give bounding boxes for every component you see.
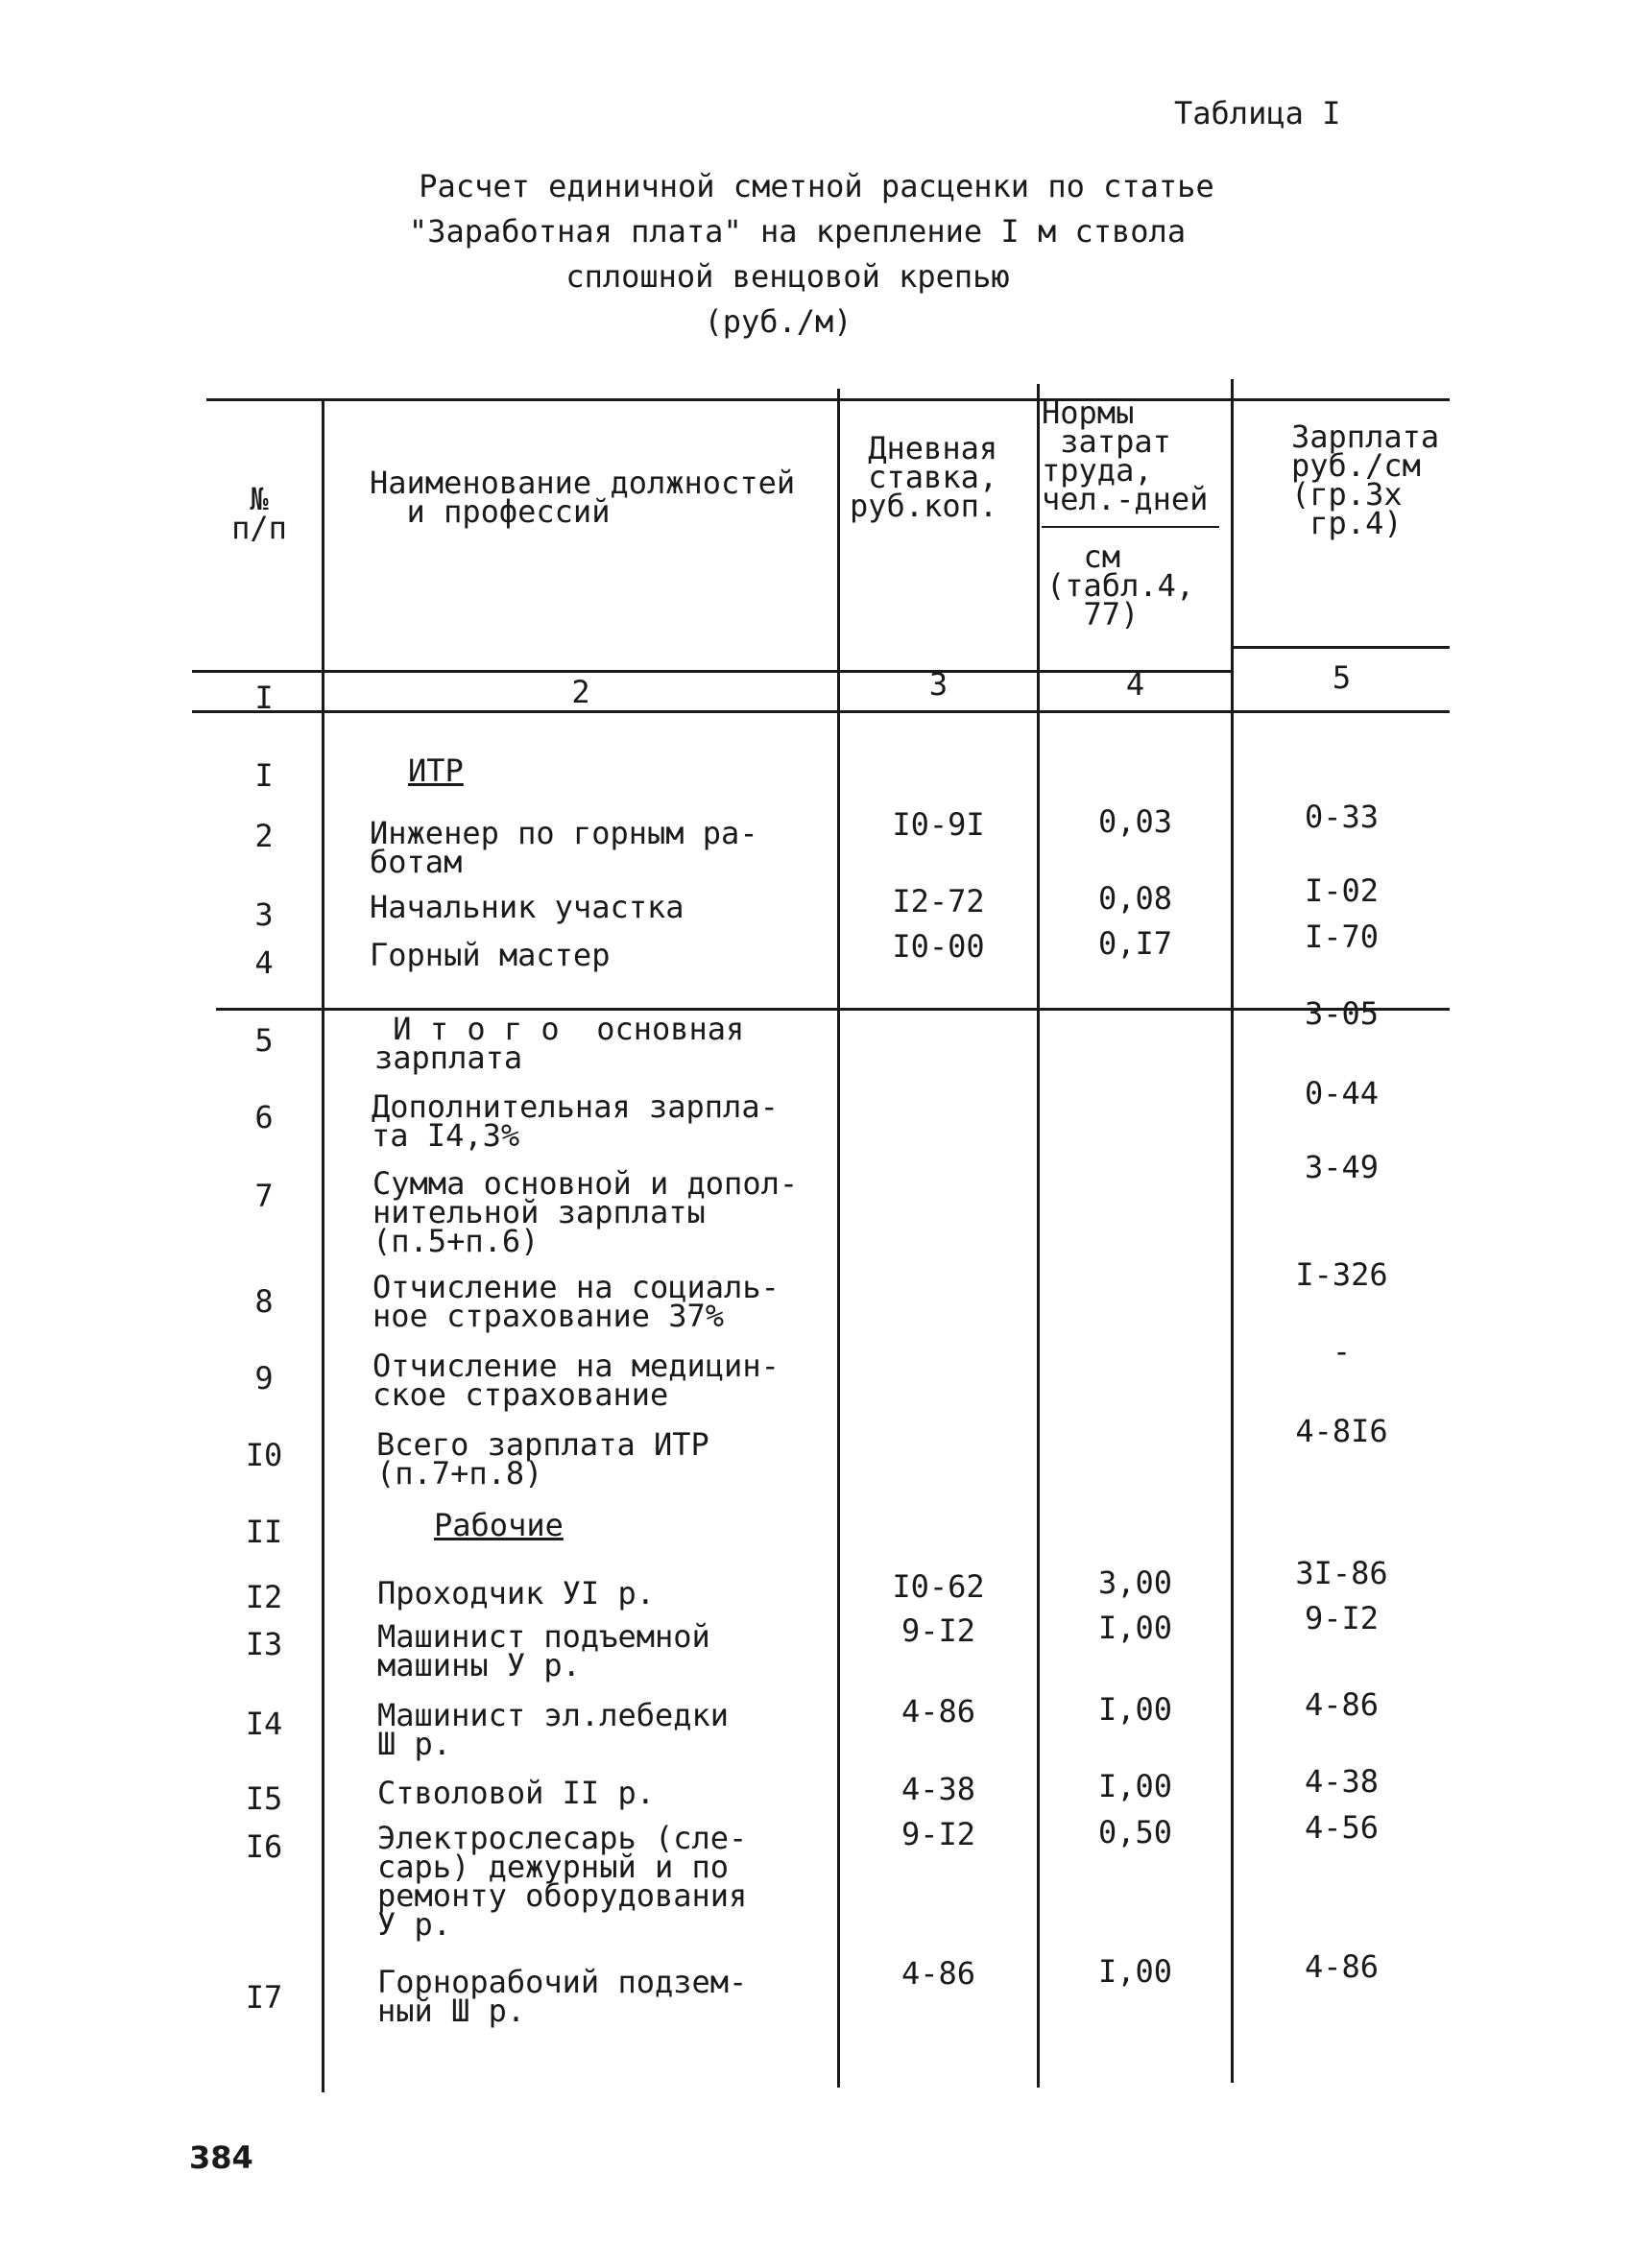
title-line-3: сплошной венцовой крепью (565, 258, 1010, 295)
row-salary: 4-38 (1304, 1763, 1380, 1800)
header-rate: Дневная ставка, руб.коп. (850, 430, 998, 524)
col-numbers-rule (192, 710, 1450, 713)
col-number-3: 3 (928, 666, 949, 703)
row-rate: 4-86 (901, 1955, 976, 1992)
table-top-rule (206, 398, 1450, 401)
header-name: Наименование должностей и профессий (370, 465, 796, 530)
row-rate: 9-I2 (901, 1816, 976, 1852)
row-salary: 0-33 (1304, 799, 1380, 835)
row-name: Начальник участка (370, 889, 684, 925)
row-salary: 9-I2 (1304, 1600, 1380, 1636)
row-name: Проходчик УI р. (377, 1575, 655, 1611)
header-norms-underline (1042, 526, 1219, 528)
title-line-2: "Заработная плата" на крепление I м ствола (408, 213, 1187, 250)
row-norm: 0,50 (1097, 1814, 1173, 1850)
row-num: I0 (245, 1437, 283, 1473)
row-num: I2 (245, 1579, 283, 1615)
row-num: I5 (245, 1780, 283, 1817)
row-name: Горнорабочий подзем- ный Ш р. (377, 1964, 748, 2029)
row-name: Дополнительная зарпла- та I4,3% (372, 1088, 779, 1154)
col-number-1: I (254, 680, 274, 716)
row-salary: 3I-86 (1295, 1555, 1388, 1591)
row-rate: 9-I2 (901, 1612, 976, 1649)
header-bottom-rule (1234, 646, 1450, 649)
row-num: 3 (254, 896, 274, 933)
row-num: I6 (245, 1828, 283, 1865)
row-num: 5 (254, 1022, 274, 1059)
row-norm: 0,08 (1097, 880, 1173, 917)
row-rate: 4-86 (901, 1693, 976, 1730)
col-number-5: 5 (1332, 659, 1352, 696)
row-name: Всего зарплата ИТР (п.7+п.8) (376, 1426, 709, 1492)
row-num: I4 (245, 1706, 283, 1742)
row-name: Сумма основной и допол- нительной зарплаты (п.5+п.6) (372, 1165, 799, 1259)
row-name: Стволовой II р. (377, 1775, 655, 1811)
title-unit: (руб./м) (704, 303, 853, 340)
row-rate: I0-62 (892, 1568, 985, 1605)
row-norm: 0,03 (1097, 803, 1173, 840)
row-salary: I-326 (1295, 1256, 1388, 1293)
row-num: 4 (254, 944, 274, 981)
row-num: I3 (245, 1626, 283, 1662)
row-num: 6 (254, 1099, 274, 1135)
col-rule-1 (322, 398, 324, 2092)
row-norm: I,00 (1097, 1768, 1173, 1804)
row-name-section-itr: ИТР (408, 752, 464, 789)
row-name-section-workers: Рабочие (434, 1507, 564, 1543)
row-name: Электрослесарь (сле- сарь) дежурный и по ремонту оборудования У р. (377, 1820, 748, 1943)
row-num: 7 (254, 1178, 274, 1214)
row-salary: I-02 (1304, 872, 1380, 909)
header-num: № п/п (231, 481, 287, 546)
row-name: И т о г о основная зарплата (374, 1011, 745, 1076)
header-norms-sub: см (табл.4, 77) (1046, 538, 1195, 633)
title-line-1: Расчет единичной сметной расценки по статье (419, 168, 1214, 204)
row-salary: 4-86 (1304, 1948, 1380, 1985)
row-salary: 3-05 (1304, 995, 1380, 1032)
col-number-2: 2 (571, 674, 590, 710)
row-name: Отчисление на медицин- ское страхование (372, 1348, 780, 1413)
row-num: I7 (245, 1979, 283, 2016)
row-num: II (245, 1514, 283, 1550)
row-norm: I,00 (1097, 1953, 1173, 1990)
row-salary: 4-56 (1304, 1809, 1380, 1846)
row-salary: I-70 (1304, 919, 1380, 955)
row-name: Отчисление на социаль- ное страхование 37% (372, 1269, 780, 1334)
row-num: 2 (254, 818, 274, 854)
table-label: Таблица I (1174, 95, 1341, 131)
row-name: Горный мастер (370, 937, 611, 973)
row-name: Машинист эл.лебедки Ш р. (377, 1697, 730, 1762)
col-number-4: 4 (1125, 666, 1145, 703)
row-rate: I2-72 (892, 883, 985, 919)
row-num: 8 (254, 1283, 274, 1320)
page-number: 384 (189, 2139, 253, 2176)
row-norm: I,00 (1097, 1610, 1173, 1646)
row-rate: I0-9I (892, 806, 985, 843)
row-salary: - (1332, 1333, 1352, 1370)
header-salary: Зарплата руб./см (гр.3х гр.4) (1291, 418, 1440, 541)
row-salary: 3-49 (1304, 1149, 1380, 1185)
row-name: Машинист подъемной машины У р. (377, 1618, 710, 1683)
row-salary: 4-8I6 (1295, 1413, 1388, 1449)
row-norm: I,00 (1097, 1691, 1173, 1728)
row-name: Инженер по горным ра- ботам (370, 815, 758, 880)
row-norm: 0,I7 (1097, 925, 1173, 962)
row-num: I (254, 757, 274, 794)
header-norms: Нормы затрат труда, чел.-дней (1042, 394, 1209, 517)
row-salary: 4-86 (1304, 1686, 1380, 1723)
row-salary: 0-44 (1304, 1075, 1380, 1111)
row-norm: 3,00 (1097, 1564, 1173, 1601)
row-rate: 4-38 (901, 1771, 976, 1807)
row-rate: I0-00 (892, 928, 985, 965)
row-num: 9 (254, 1360, 274, 1397)
